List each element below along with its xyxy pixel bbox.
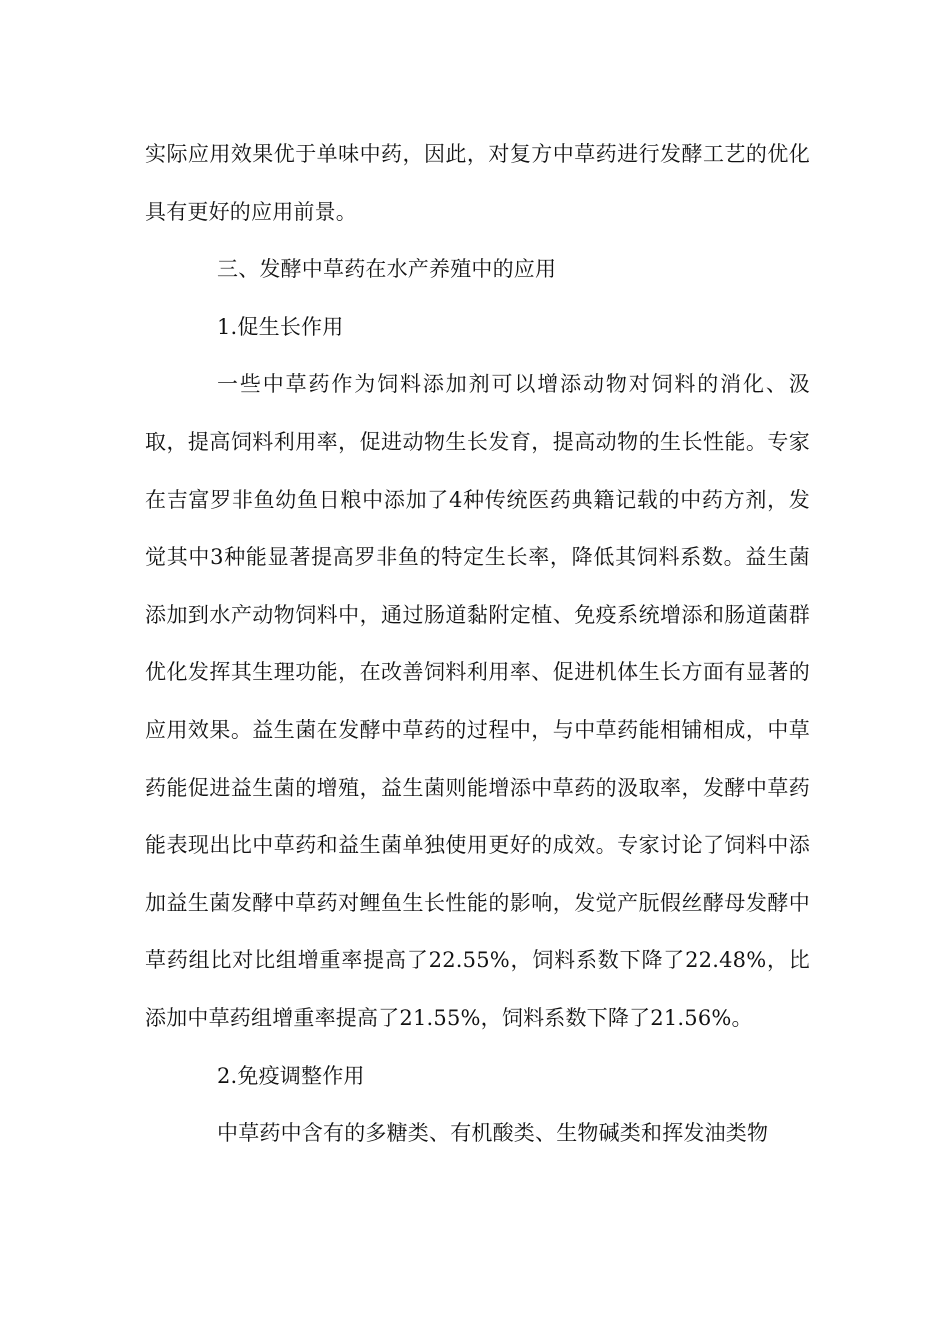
document-body [145,126,810,1163]
section-heading-3: 三、发酵中草药在水产养殖中的应用 [217,257,557,282]
paragraph-growth-promotion: 一些中草药作为饲料添加剂可以增添动物对饲料的消化、汲取，提高饲料利用率，促进动物生长发育，提高动物的生长性能。专家在吉富罗非鱼幼鱼日粮中添加了4种传统医药典籍记载的中药方剂，发觉其中3种能显著提高罗非鱼的特定生长率，降低其饲料系数。益生菌添加到水产动物饲料中，通过肠道黏附定植、免疫系统增添和肠道菌群优化发挥其生理功能，在改善饲料利用率、促进机体生长方面有显著的应用效果。益生菌在发酵中草药的过程中，与中草药能相铺相成，中草药能促进益生菌的增殖，益生菌则能增添中草药的汲取率，发酵中草药能表现出比中草药和益生菌单独使用更好的成效。专家讨论了饲料中添加益生菌发酵中草药对鲤鱼生长性能的影响，发觉产朊假丝酵母发酵中草药组比对比组增重率提高了22.55%，饲料系数下降了22.48%，比添加中草药组增重率提高了21.55%，饲料系数下降了21.56%。 [145,372,810,1030]
subheading-immune-regulation: 2.免疫调整作用 [217,1063,365,1088]
subheading-growth-promotion: 1.促生长作用 [217,314,344,339]
paragraph-immune-regulation: 中草药中含有的多糖类、有机酸类、生物碱类和挥发油类物 [217,1121,769,1146]
paragraph-continuation: 实际应用效果优于单味中药，因此，对复方中草药进行发酵工艺的优化具有更好的应用前景。 [145,142,810,224]
